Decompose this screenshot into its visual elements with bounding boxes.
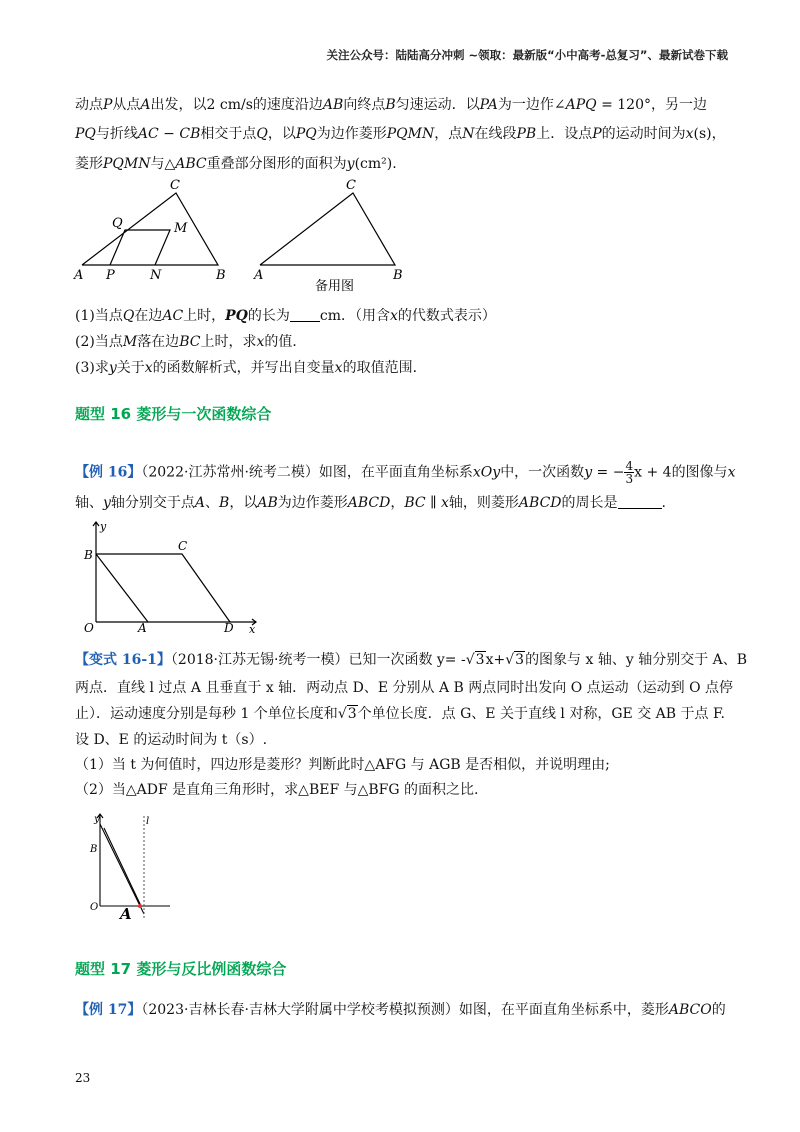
label-B: B	[393, 268, 403, 283]
problem-line-3: 菱形PQMN与△ABC重叠部分图形的面积为y(cm²).	[75, 156, 397, 172]
axis-y-label: y	[100, 520, 107, 533]
section-title-16: 题型 16 菱形与一次函数综合	[75, 405, 272, 423]
example-17-line-1: 【例 17】（2023·吉林长春·吉林大学附属中学校考模拟预测）如图，在平面直角坐标系中，菱形ABCO的	[75, 1002, 726, 1018]
variant-16-line-1: 【变式 16-1】（2018·江苏无锡·统考一模）已知一次函数 y= -√3x+√3的图象与 x 轴、y 轴分别交于 A、B	[75, 652, 748, 668]
section-title-17: 题型 17 菱形与反比例函数综合	[75, 960, 287, 978]
label-M: M	[174, 221, 188, 236]
answer-blank	[290, 307, 320, 322]
variant-16-question-1: （1）当 t 为何值时，四边形是菱形？判断此时△AFG 与 AGB 是否相似，并说明理由;	[75, 757, 610, 773]
variant-16-line-2: 两点．直线 l 过点 A 且垂直于 x 轴．两动点 D、E 分别从 A B 两点同时出发向 O 点运动（运动到 O 点停	[75, 680, 734, 696]
label-B: B	[216, 268, 226, 283]
fraction: $\frac{4}{3}$	[625, 459, 634, 486]
page-number: 23	[75, 1071, 91, 1085]
variant-16-question-2: （2）当△ADF 是直角三角形时，求△BEF 与△BFG 的面积之比.	[75, 782, 479, 798]
question-2: (2)当点M落在边BC上时，求x的值．	[75, 334, 307, 350]
triangle-figure-2	[250, 175, 420, 300]
label-C: C	[346, 178, 356, 193]
example-16-line-2: 轴、y轴分别交于点A、B，以AB为边作菱形ABCD，BC ∥ x轴，则菱形ABCD的周长是 .	[75, 495, 666, 511]
problem-line-1: 动点P从点A出发，以2 cm/s的速度沿边AB向终点B匀速运动．以PA为一边作∠APQ = 120°，另一边	[75, 97, 707, 113]
label-l: l	[146, 816, 150, 827]
label-B: B	[90, 844, 98, 855]
variant-16-line-3: 止）．运动速度分别是每秒 1 个单位长度和√3个单位长度．点 G、E 关于直线 l 对称，GE 交 AB 于点 F.	[75, 706, 725, 722]
problem-line-2: PQ与折线AC − CB相交于点Q，以PQ为边作菱形PQMN，点N在线段PB上．设点P的运动时间为x(s)，	[75, 126, 726, 142]
label-A: A	[74, 268, 84, 283]
label-A: A	[120, 905, 132, 923]
label-D: D	[224, 621, 234, 635]
axis-y-label: y	[94, 814, 100, 825]
axis-x-label: x	[249, 623, 256, 636]
label-Q: Q	[112, 216, 123, 231]
variant-16-line-4: 设 D、E 的运动时间为 t（s）.	[75, 732, 268, 748]
triangle-figure-1	[70, 175, 240, 285]
coordinate-rhombus-figure	[78, 518, 268, 642]
figure-caption: 备用图	[315, 279, 355, 294]
label-A: A	[254, 268, 264, 283]
label-N: N	[150, 268, 162, 283]
answer-blank	[618, 494, 662, 509]
label-A: A	[138, 621, 147, 635]
example-16-line-1: 【例 16】（2022·江苏常州·统考二模）如图，在平面直角坐标系xOy中，一次函数y = − $\frac{4}{3}$ x + 4的图像与x	[75, 459, 736, 486]
label-B: B	[84, 548, 93, 562]
label-O: O	[84, 621, 94, 635]
question-1: (1)当点Q在边AC上时，PQ的长为 cm．（用含x的代数式表示）	[75, 308, 496, 324]
page-header: 关注公众号：陆陆高分冲刺 ~领取：最新版“小中高考-总复习”、最新试卷下载	[326, 48, 728, 62]
coordinate-line-figure	[86, 810, 176, 925]
label-P: P	[106, 268, 115, 283]
question-3: (3)求y关于x的函数解析式，并写出自变量x的取值范围．	[75, 360, 427, 376]
label-O: O	[90, 902, 99, 913]
label-C: C	[170, 178, 180, 193]
label-C: C	[178, 539, 188, 553]
